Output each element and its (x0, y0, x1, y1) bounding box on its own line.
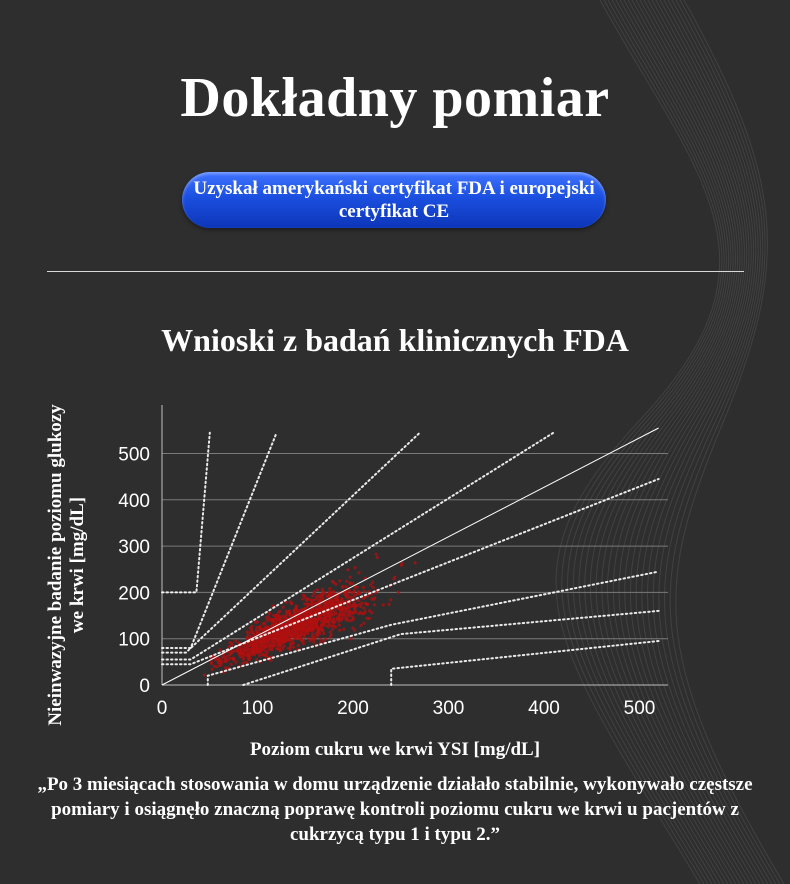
data-point (320, 625, 323, 628)
data-point (345, 610, 348, 613)
data-point (258, 654, 261, 657)
data-point (334, 612, 337, 615)
data-point (313, 617, 316, 620)
data-point (312, 629, 315, 632)
scatter-chart (0, 395, 790, 755)
data-point (296, 632, 299, 635)
data-point (304, 596, 307, 599)
data-point (327, 612, 330, 615)
data-point (259, 644, 262, 647)
data-point (243, 649, 246, 652)
data-point (366, 617, 369, 620)
data-point (264, 637, 267, 640)
data-point (338, 579, 341, 582)
data-point (363, 590, 366, 593)
data-point (349, 576, 352, 579)
data-point (348, 590, 351, 593)
reference-line-upper-D (162, 433, 210, 593)
data-point (268, 612, 271, 615)
data-point (215, 665, 218, 668)
data-point (346, 607, 349, 610)
y-tick-label: 300 (118, 537, 150, 559)
data-point (302, 642, 305, 645)
data-point (387, 603, 390, 606)
data-point (338, 629, 341, 632)
data-point (255, 658, 258, 661)
data-point (311, 603, 314, 606)
data-point (219, 648, 222, 651)
data-point (329, 631, 332, 634)
data-point (231, 643, 234, 646)
data-point (318, 616, 321, 619)
x-tick-label: 500 (623, 698, 656, 719)
data-point (254, 621, 257, 624)
data-point (342, 606, 345, 609)
data-point (248, 656, 251, 659)
data-point (316, 627, 319, 630)
data-point (316, 588, 319, 591)
y-tick-label: 100 (118, 629, 150, 651)
data-point (277, 639, 280, 642)
data-point (296, 628, 299, 631)
data-point (281, 615, 284, 618)
data-point (321, 590, 324, 593)
data-point (329, 590, 332, 593)
data-point (322, 632, 325, 635)
data-point (360, 624, 363, 627)
data-point (282, 606, 285, 609)
certificate-badge (182, 172, 606, 228)
data-point (289, 645, 292, 648)
data-point (362, 586, 365, 589)
data-point (246, 630, 249, 633)
data-point (347, 619, 350, 622)
data-point (376, 556, 379, 559)
y-tick-label: 200 (118, 583, 150, 605)
x-tick-label: 200 (337, 698, 369, 719)
data-point (343, 593, 346, 596)
data-point (231, 651, 234, 654)
data-point (311, 625, 314, 628)
data-point (269, 643, 272, 646)
data-point (332, 624, 335, 627)
data-point (352, 604, 355, 607)
data-point (317, 631, 320, 634)
data-point (272, 618, 275, 621)
data-point (372, 586, 375, 589)
x-tick-label: 100 (241, 698, 274, 719)
data-point (349, 581, 352, 584)
y-tick-label: 500 (118, 444, 150, 466)
data-point (250, 628, 253, 631)
data-point (246, 636, 249, 639)
data-point (240, 649, 243, 652)
data-point (219, 663, 222, 666)
data-point (210, 662, 213, 665)
y-tick-label: 400 (118, 490, 150, 512)
data-point (261, 628, 264, 631)
data-point (329, 636, 332, 639)
certificate-badge-text: Uzyskał amerykański certyfikat FDA i europejski certyfikat CE (193, 178, 595, 222)
data-point (262, 622, 265, 625)
data-point (307, 637, 310, 640)
data-point (373, 596, 376, 599)
data-point (360, 602, 363, 605)
data-point (283, 623, 286, 626)
data-point (264, 644, 267, 647)
x-axis-label: Poziom cukru we krwi YSI [mg/dL] (249, 739, 541, 760)
data-point (400, 564, 403, 567)
data-point (254, 644, 257, 647)
data-point (301, 627, 304, 630)
data-point (324, 616, 327, 619)
data-point (279, 636, 282, 639)
data-point (311, 632, 314, 635)
data-point (328, 587, 331, 590)
data-point (340, 614, 343, 617)
data-point (342, 628, 345, 631)
data-point (224, 666, 227, 669)
data-point (232, 657, 235, 660)
data-point (368, 609, 371, 612)
data-point (268, 635, 271, 638)
data-point (344, 585, 347, 588)
data-point (345, 580, 348, 583)
data-point (312, 640, 315, 643)
data-point (260, 640, 263, 643)
data-point (283, 637, 286, 640)
data-point (302, 624, 305, 627)
divider-line (47, 271, 744, 272)
data-point (287, 630, 290, 633)
data-point (236, 649, 239, 652)
data-point (296, 616, 299, 619)
data-point (347, 613, 350, 616)
data-point (281, 632, 284, 635)
data-point (303, 636, 306, 639)
data-point (308, 627, 311, 630)
data-point (362, 622, 365, 625)
data-point (346, 616, 349, 619)
grid-lines (162, 454, 668, 639)
data-point (354, 566, 357, 569)
data-point (259, 625, 262, 628)
data-point (313, 638, 316, 641)
data-point (277, 614, 280, 617)
data-point (293, 610, 296, 613)
data-point (354, 609, 357, 612)
data-point (332, 617, 335, 620)
data-point (305, 629, 308, 632)
data-point (279, 610, 282, 613)
data-point (371, 581, 374, 584)
data-point (341, 585, 344, 588)
x-tick-label: 0 (156, 698, 168, 719)
data-point (369, 583, 372, 586)
data-point (322, 607, 325, 610)
data-point (315, 633, 318, 636)
data-point (327, 621, 330, 624)
data-point (251, 645, 254, 648)
data-point (357, 590, 360, 593)
data-point (230, 663, 233, 666)
chart-section-title: Wnioski z badań klinicznych FDA (161, 322, 629, 358)
data-point (261, 653, 264, 656)
data-point (328, 617, 331, 620)
data-point (350, 592, 353, 595)
data-point (292, 646, 295, 649)
data-point (397, 591, 400, 594)
data-point (357, 612, 360, 615)
study-quote: „Po 3 miesiącach stosowania w domu urządzenie działało stabilnie, wykonywało częstsze pomiary i osiągnęło znaczną poprawę kontroli poziomu cukru we krwi u pacjentów z cukrzycą typu 1 i typu 2.” (37, 774, 753, 845)
data-point (297, 644, 300, 647)
data-point (321, 620, 324, 623)
data-point (315, 597, 318, 600)
data-point (239, 655, 242, 658)
data-point (357, 599, 360, 602)
data-point (331, 580, 334, 583)
data-point (285, 614, 288, 617)
data-point (351, 626, 354, 629)
data-point (331, 600, 334, 603)
data-point (273, 644, 276, 647)
data-point (221, 656, 224, 659)
data-point (303, 602, 306, 605)
data-point (340, 597, 343, 600)
data-point (253, 653, 256, 656)
data-point (266, 619, 269, 622)
data-point (300, 608, 303, 611)
data-point (414, 561, 417, 564)
data-point (333, 591, 336, 594)
data-point (290, 602, 293, 605)
data-point (277, 617, 280, 620)
data-point (255, 626, 258, 629)
data-point (313, 610, 316, 613)
reference-line-lower-D (391, 641, 658, 685)
data-point (324, 637, 327, 640)
data-point (313, 590, 316, 593)
data-point (319, 638, 322, 641)
data-point (334, 583, 337, 586)
data-point (293, 635, 296, 638)
data-point (320, 593, 323, 596)
data-point (331, 628, 334, 631)
data-point (349, 637, 352, 640)
data-point (267, 640, 270, 643)
data-point (346, 568, 349, 571)
data-point (366, 603, 369, 606)
data-point (246, 653, 249, 656)
data-point (279, 643, 282, 646)
data-point (353, 589, 356, 592)
data-point (322, 603, 325, 606)
data-point (393, 576, 396, 579)
data-point (328, 602, 331, 605)
data-point (277, 632, 280, 635)
data-point (361, 612, 364, 615)
data-point (302, 608, 305, 611)
data-point (256, 630, 259, 633)
page-title: Dokładny pomiar (180, 67, 610, 129)
data-point (226, 659, 229, 662)
data-point (326, 595, 329, 598)
data-point (340, 618, 343, 621)
data-point (338, 623, 341, 626)
data-point (359, 605, 362, 608)
data-point (247, 647, 250, 650)
y-axis-label: Nieinwazyjne badanie poziomu glukozy we krwi [mg/dL] (45, 404, 88, 726)
data-point (298, 637, 301, 640)
x-tick-label: 300 (432, 698, 465, 719)
data-point (333, 621, 336, 624)
data-point (226, 655, 229, 658)
data-point (295, 605, 298, 608)
data-point (234, 639, 237, 642)
data-point (278, 649, 281, 652)
data-point (257, 640, 260, 643)
data-point (382, 603, 385, 606)
data-point (351, 596, 354, 599)
data-point (311, 594, 314, 597)
data-point (251, 649, 254, 652)
data-point (288, 613, 291, 616)
data-point (274, 614, 277, 617)
data-point (389, 598, 392, 601)
data-point (357, 571, 360, 574)
data-point (310, 638, 313, 641)
data-point (265, 616, 268, 619)
y-tick-label: 0 (139, 676, 150, 697)
data-point (363, 607, 366, 610)
data-point (336, 616, 339, 619)
data-point (265, 651, 268, 654)
data-point (291, 632, 294, 635)
data-point (375, 553, 378, 556)
data-point (288, 634, 291, 637)
data-point (297, 624, 300, 627)
data-point (292, 642, 295, 645)
x-tick-label: 400 (528, 698, 560, 719)
data-point (327, 625, 330, 628)
data-point (274, 635, 277, 638)
scatter-points (203, 553, 417, 677)
data-point (270, 648, 273, 651)
data-point (303, 632, 306, 635)
data-point (351, 612, 354, 615)
data-point (255, 649, 258, 652)
reference-line-lower-A (162, 479, 659, 664)
data-point (211, 668, 214, 671)
data-point (203, 674, 206, 677)
data-point (301, 597, 304, 600)
data-point (286, 637, 289, 640)
data-point (336, 597, 339, 600)
data-point (288, 648, 291, 651)
data-point (373, 603, 376, 606)
data-point (348, 610, 351, 613)
data-point (318, 599, 321, 602)
